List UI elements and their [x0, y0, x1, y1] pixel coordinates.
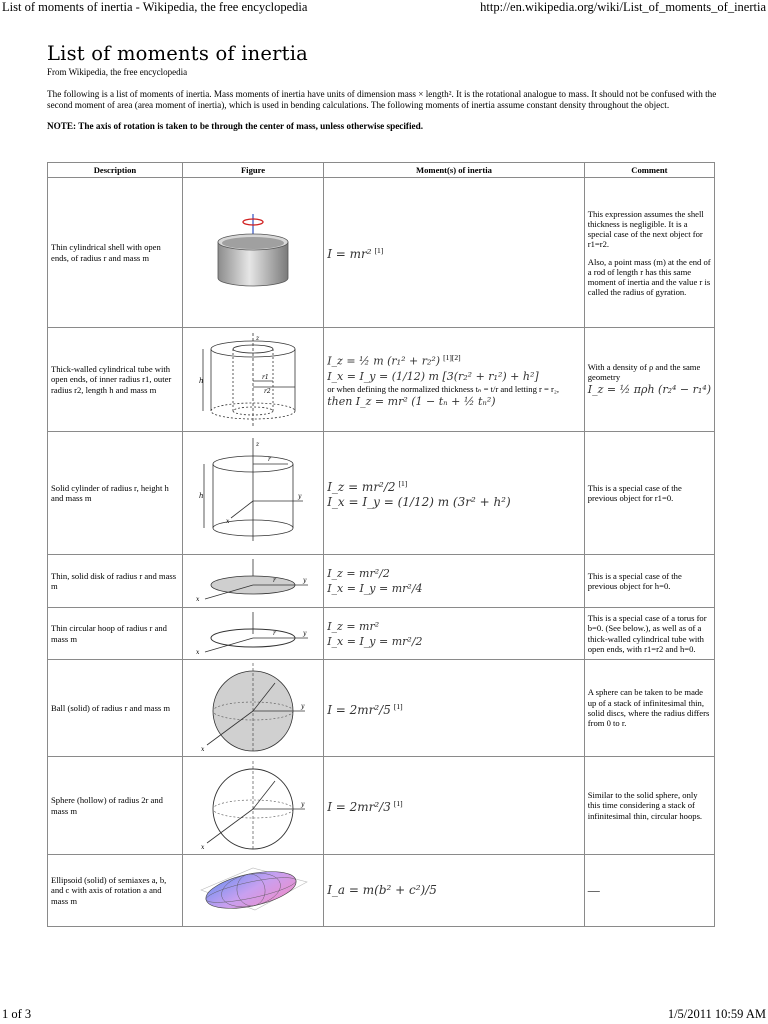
table-row — [48, 555, 715, 608]
print-header-title: List of moments of inertia - Wikipedia, the free encyclopedia — [2, 0, 308, 14]
figure-solid-cylinder — [182, 432, 323, 555]
table-row — [48, 855, 715, 927]
col-comment: Comment — [584, 163, 714, 178]
cylindrical-shell-diagram — [208, 208, 298, 298]
solid-disk-diagram — [193, 557, 313, 605]
row-description: Ellipsoid (solid) of semiaxes a, b, and c with axis of rotation a and mass m — [48, 855, 183, 927]
svg-text:y: y — [301, 800, 305, 808]
col-moment: Moment(s) of inertia — [324, 163, 585, 178]
table-header-row — [48, 163, 715, 178]
moments-table — [47, 162, 715, 927]
table-row — [48, 757, 715, 855]
row-formula — [324, 432, 585, 555]
figure-circular-hoop — [182, 608, 323, 660]
row-formula — [324, 757, 585, 855]
figure-thick-tube — [182, 328, 323, 432]
table-row — [48, 178, 715, 328]
col-description: Description — [48, 163, 183, 178]
svg-text:r: r — [268, 455, 271, 463]
row-description: Thin cylindrical shell with open ends, of radius r and mass m — [48, 178, 183, 328]
formula-1: I = mr² [1] — [327, 246, 384, 261]
note-text: The axis of rotation is taken to be through the center of mass, unless otherwise specified. — [78, 121, 424, 132]
site-sub: From Wikipedia, the free encyclopedia — [47, 67, 188, 77]
solid-cylinder-diagram — [198, 436, 308, 551]
article — [47, 42, 722, 131]
row-formula — [324, 178, 585, 328]
row-description: Thick-walled cylindrical tube with open ends, of inner radius r1, outer radius r2, length h and mass m — [48, 328, 183, 432]
svg-text:y: y — [303, 577, 307, 584]
svg-text:r1: r1 — [262, 373, 269, 381]
page-count: 1 of 3 — [2, 1007, 32, 1021]
row-comment: — — [584, 855, 714, 927]
svg-text:x: x — [196, 596, 200, 603]
intro-paragraph: The following is a list of moments of inertia. Mass moments of inertia have units of dimension mass × length². It is the rotational analogue to mass. It should not be confused with the second moment of area (area moment of inertia), which is used in bending calculations. The following moments of inertia assume constant density throughout the object. — [47, 89, 717, 111]
row-formula — [324, 608, 585, 660]
figure-cylindrical-shell — [182, 178, 323, 328]
solid-ball-diagram — [193, 661, 313, 755]
row-comment: This expression assumes the shell thickness is negligible. It is a special case of the next object for r1=r2. Also, a point mass (m) at the end of a rod of length r has this same moment of inertia and the value r is called the radius of gyration. — [584, 178, 714, 328]
figure-solid-disk — [182, 555, 323, 608]
row-description: Thin, solid disk of radius r and mass m — [48, 555, 183, 608]
svg-text:r: r — [273, 577, 276, 584]
formula-1: I = 2mr²/5 [1] — [327, 701, 403, 717]
svg-text:h: h — [199, 491, 204, 500]
svg-text:r: r — [273, 629, 276, 637]
circular-hoop-diagram — [193, 610, 313, 658]
row-formula — [324, 328, 585, 432]
table-row — [48, 608, 715, 660]
row-description: Solid cylinder of radius r, height h and mass m — [48, 432, 183, 555]
row-comment: This is a special case of the previous object for h=0. — [584, 555, 714, 608]
row-comment: This is a special case of a torus for b=0. (See below.), as well as of a thick-walled cylindrical tube with open ends, with r1=r2 and h=0. — [584, 608, 714, 660]
svg-text:z: z — [256, 334, 260, 342]
svg-text:y: y — [303, 629, 307, 637]
col-figure: Figure — [182, 163, 323, 178]
thick-tube-diagram — [198, 331, 308, 429]
svg-text:z: z — [256, 440, 260, 448]
page-title: List of moments of inertia — [47, 42, 308, 65]
table-row — [48, 660, 715, 757]
row-formula — [324, 555, 585, 608]
svg-text:r2: r2 — [264, 387, 271, 395]
figure-ellipsoid — [182, 855, 323, 927]
formula-2: I_x = I_y = mr²/2 — [327, 634, 423, 648]
row-formula — [324, 660, 585, 757]
print-datetime: 1/5/2011 10:59 AM — [667, 1007, 766, 1021]
formula-3: then I_z = mr² (1 − tₙ + ½ tₙ²) — [327, 394, 496, 408]
print-footer — [0, 1008, 768, 1024]
note — [47, 121, 722, 131]
formula-1: I = 2mr²/3 [1] — [327, 799, 403, 814]
print-header — [0, 0, 768, 16]
formula-1: I_a = m(b² + c²)/5 — [327, 883, 437, 897]
svg-text:x: x — [201, 746, 205, 753]
hollow-sphere-diagram — [193, 759, 313, 853]
row-formula — [324, 855, 585, 927]
formula-2: I_x = I_y = (1/12) m (3r² + h²) — [327, 495, 511, 509]
table-row — [48, 432, 715, 555]
row-description: Ball (solid) of radius r and mass m — [48, 660, 183, 757]
formula-2: I_x = I_y = mr²/4 — [327, 582, 423, 595]
ellipsoid-diagram — [193, 860, 313, 922]
svg-text:x: x — [226, 517, 230, 525]
row-description: Thin circular hoop of radius r and mass m — [48, 608, 183, 660]
row-comment: With a density of ρ and the same geometry I_z = ½ πρh (r₂⁴ − r₁⁴) — [584, 328, 714, 432]
svg-text:y: y — [301, 703, 305, 710]
print-header-url: http://en.wikipedia.org/wiki/List_of_moments_of_inertia — [480, 0, 766, 14]
svg-text:h: h — [199, 376, 204, 385]
svg-text:x: x — [201, 843, 205, 851]
figure-hollow-sphere — [182, 757, 323, 855]
row-comment: A sphere can be taken to be made up of a stack of infinitesimal thin, solid discs, where the radius differs from 0 to r. — [584, 660, 714, 757]
note-label: NOTE: — [47, 121, 77, 132]
row-comment: This is a special case of the previous object for r1=0. — [584, 432, 714, 555]
formula-1: I_z = mr² — [327, 619, 380, 633]
row-comment: Similar to the solid sphere, only this time considering a stack of infinitesimal thin, circular hoops. — [584, 757, 714, 855]
formula-2: I_x = I_y = (1/12) m [3(r₂² + r₁²) + h²] — [327, 369, 539, 383]
formula-note: or when defining the normalized thickness tₙ = t/r and letting r = r₂, — [327, 383, 560, 394]
svg-text:y: y — [298, 492, 302, 500]
table-row — [48, 328, 715, 432]
formula-1: I_z = mr²/2 [1] — [327, 479, 408, 494]
formula-1: I_z = ½ m (r₁² + r₂²) [1][2] — [327, 353, 461, 368]
figure-solid-ball — [182, 660, 323, 757]
svg-text:x: x — [196, 648, 200, 656]
row-description: Sphere (hollow) of radius 2r and mass m — [48, 757, 183, 855]
formula-1: I_z = mr²/2 — [327, 567, 390, 580]
